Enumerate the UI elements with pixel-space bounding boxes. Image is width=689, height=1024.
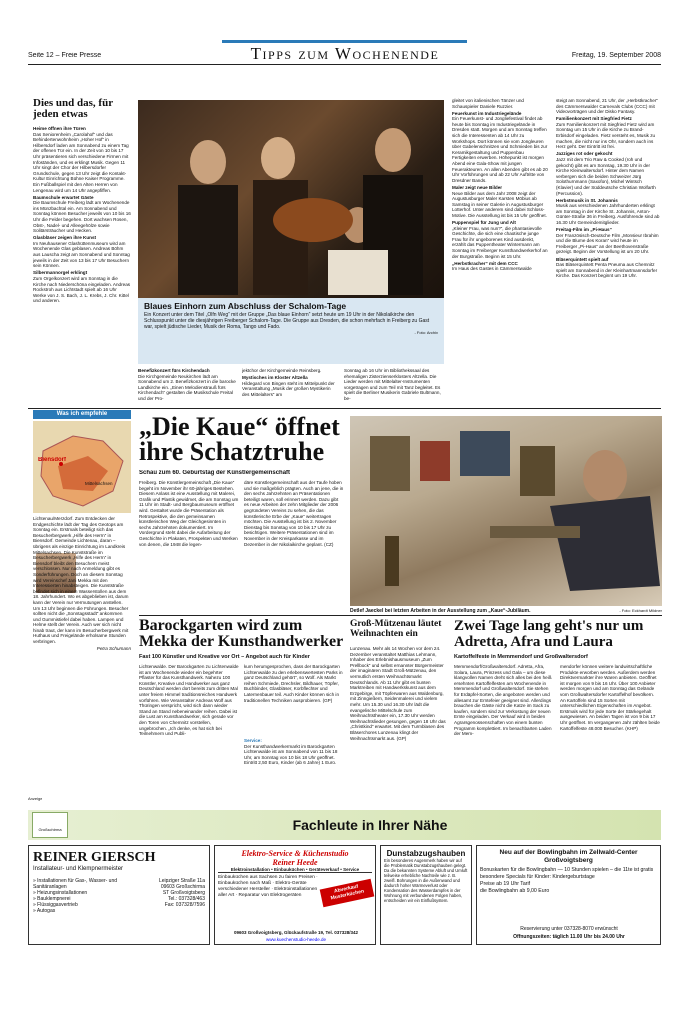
- kaue-col-b: däre Künstlergemeinschaft aus der Taufe hoben und sie maßgeblich prägten. Auch an jene, die in den sechs Jahrzehnten an Präsentationen beteiligt waren, soll erinnert werden. Dazu gibt es neue Arbeiten der zehn Mitglieder der 2006 gegründeten Vereins zu sehen, die das künstlerische Erbe der „Kaue“ weitertragen möchten. Die Ausstellung ist bis 2. November Dienstag bis Sonntag von 10 bis 17 Uhr zu besichtigen. Weitere Präsentationen sind im November in der Kreisparkasse und im Dezember in der Nikolaikirche geplant. (CZ): [244, 480, 344, 547]
- column-five: [556, 98, 660, 400]
- service-text: Der Kunsthandwerkermarkt im Barockgarten Lichtenwalde ist am Sonnabend von 11 bis 18 Uhr, am Sonntag von 10 bis 18 Uhr geöffnet. Eintritt 2,50 Euro, Kinder (ab 6 Jahre) 1 Euro.: [244, 743, 338, 766]
- header-rule: [28, 64, 661, 65]
- item-text: gleitet von italienischen Tänzer und Schauspieler Daniele Ruzzier.: [452, 98, 524, 109]
- giersch-service: » Autogas: [33, 908, 56, 914]
- tip-text: Lichtenau/Merzdorf. Zum Entdecken der Endgeschichte lädt der Tag des Geotops am Sonntag ein. Erstmals beteiligt sich das Besucherbergwerk „Hilfe des Herrn“ in Biensdorf. Gemeinde Lichtenau, daran – übrigens als einzige Einrichtung im Landkreis Mittelsachsen. Die Kunststraße im Besucherbergwerk „Hilfe des Herrn“ in Biensdorf bleibt den Besuchern meist verschlossen. Nur nach Anmeldung gibt es Sonderführungen. Doch an diesem Sonntag wird Vereinschef Jani Mekka mit den Interessierten hinabsteigen. Die Kunststraße befindet sich in einem Wasserstollen aus dem 18. Jahrhundert. Wo es abgeblieben ist, darum kann der Verein nur Vermutungen anstellen. Um 13 Uhr beginnen die Führungen. Besucher sollten nicht die „Sonntagsstadt“ ankommen und Gummistiefel dabei haben. Lampen und Helme stellt der Verein. Auch wer sich nicht hinab traut, der kann im Besucherbergwerk mit Huthaus und Freigelände erholsame Stunden verbringen.: [33, 516, 129, 645]
- service-label: Service:: [244, 738, 262, 743]
- ad-band-title: Fachleute in Ihrer Nähe: [292, 817, 448, 833]
- region-map: [33, 421, 131, 513]
- heede-body: Einbauküchen aus Sachsen zu fairen Preisen · Einbauküchen nach Maß · Elektro-Geräte verschiedener Hersteller · Elektroinstallationen aller Art · Reparatur von Elektrogeräten: [218, 875, 318, 898]
- heede-badge: Abverkauf Musterküchen: [320, 879, 375, 907]
- item-title: Silbermannorgel erklingt: [33, 270, 88, 276]
- item-text: Zum Familienkonzert mit Siegfried Fietz wird am Sonntag um 15 Uhr in die Kirche zu Brand-Erbisdorf eingeladen. Fietz versteht es, Musik zu machen, die nicht nur ins Ohr, sondern auch ins Herz geht. Der Eintritt ist frei.: [556, 121, 656, 150]
- barock-col-a: Lichtenwalde. Der Barockgarten zu Lichtenwalde ist am Wochenende wieder ein begehrter Pflaster für das Kunsthandwerk. Nahezu 100 Künstler, Kreative und Handwerker aus ganz Deutschland werden dort bereits zum dritten Mal unter freiem Himmel traditionsreiches Handwerk vorführen. Wie Veranstalter Andreas Wolf aus Thüringen verspricht, wird sich dann wieder Stand an Stand nebeneinander reihen. Dabei ist die Lust am Kunsthandwerker, sich gerade vor den Toren von Chemnitz vorstellen, ungebrochen. „Ich denke, es hat sich bei Teilnehmern und Publi-: [139, 664, 239, 737]
- item-title: Benefizkonzert fürs Kirchendach: [138, 368, 210, 373]
- kaue-headline: „Die Kaue“ öffnet ihre Schatztruhe: [139, 414, 340, 466]
- item-text: Das Seniorenheim „Carolahof“ und das Behindertenwohnheim „Hoher Hof“ in Hilbersdorf laden am Sonnabend zu einem Tag der offenen Tür ein. In der Zeit von 10 bis 17 Uhr präsentieren sich verschiedene Firmen mit Infoständen, und es erklingt Musik. Gegen 11 Uhr singt der Chor der Hilbersdorfer Grundschule, gegen 13 Uhr zeigt die Kontakt-Kultur Einrichtung Bühne Kaiser Programme. Ein Fußballspiel mit den Alten Herren von Lengenau wird um 14 Uhr angepfiffen.: [33, 131, 129, 193]
- dunst-text: Ein besonderes Augenmerk haben wir auf die Problematik Dunstabzugshauben gelegt. Da die bekannten Systeme Abluft und Umluft teilweise erhebliche Nachteile wie z. B. zweifl. Bohrungen in die Außenwand und dadurch hoher Wärmeverlust oder Kondensation des Wasserdampfes in der Wohnung mit verbundenen Folgen haben, entscheiden wir ein Einflußsystem.: [384, 858, 468, 903]
- ad-dunst: [380, 845, 472, 945]
- item-text: Im Neuhausener Glashüttenmuseum wird am Wochenende Glas geblasen. Andreas Böhm aus Lauscha zeigt am Sonnabend und Sonntag jeweils in der Zeit von 13 bis 17 Uhr Besuchern sein Können.: [33, 240, 130, 269]
- issue-date: Freitag, 19. September 2008: [571, 52, 661, 59]
- giersch-phone: Tel.: 037328/463: [168, 896, 205, 902]
- bowling-bullet: Bonuskarten für die Bowlingbahn — 10 Stunden spielen – die 11te ist gratis: [480, 867, 654, 873]
- bowling-title: Neu auf der Bowlingbahn im Zellwald-Center Großvoigtsberg: [499, 849, 638, 864]
- item-title: Baumschule erwartet Gäste: [33, 194, 94, 200]
- article-altzella-cont: [344, 368, 444, 406]
- giersch-name: REINER GIERSCH: [33, 850, 156, 865]
- photo-caption-box: [138, 298, 444, 364]
- exhibition-illustration: [350, 416, 662, 606]
- item-title: Glasbläser zeigen ihre Kunst: [33, 235, 97, 241]
- item-title: Heime öffnen ihre Türen: [33, 126, 86, 131]
- item-title: Mystisches im Kloster Altzella: [242, 375, 308, 381]
- item-text: Die Baumschule Freiberg lädt am Wochenende ins Münzbachtal ein. Am Sonnabend und Sonntag können Besucher jeweils von 10 bis 16 Uhr die Felder begehen. Dort wachsen Rosen, Obst-, Nadel- und Alleegehölze sowie Solitärsträucher und Hecken.: [33, 200, 131, 234]
- item-text: Neue Bilder aus dem Jahr 2008 zeigt der Augustusburger Maler Karsten Möbius ab Samstag in seiner Galerie in Augustusburger Lotterhof. Unter anderem sind dabei Schloss-Motive. Die Ausstellung ist bis 15 Uhr geöffnet.: [452, 190, 547, 218]
- muetzenau-text: Lunzenau. Mehr als 14 Wochen vor dem 24. Dezember veranstaltet Matthias Lehmann, Inhaber des Erlebnishausmuseum „Zum Prellbock“ und selbst ernannter Bürgermeister der imaginären Stadt Groß-Mützenau, den vermutlich ersten Weihnachtsmarkt Deutschlands. Ab 11 Uhr gibt es bunten Marktreiben mit Handwerkskunst aus dem Erzgebirge, mit Töpferwaren aus Waldenburg, mit Zinngießern, Seidenmalerei und vielem mehr. Um 15.30 und 16.30 Uhr lädt die evangelische Mittelschule zum Weihnachtstheater ein, 17.30 Uhr werden Weihnachtslieder gesungen, gegen 18 Uhr das „Christkind“ erwartet. Mit dem Turmblasen des Bläserchores Lunzenau klingt der Weihnachtsmarkt aus. (GP): [350, 646, 446, 741]
- article-benefizkonzert: [138, 368, 236, 406]
- ad-bowling: [476, 845, 661, 945]
- item-text: Das Bläserquintett Penta Pneuma aus Chemnitz spielt am Sonnabend in der Kleinhartmannsdorfer Kirche. Das Konzert beginnt um 19 Uhr.: [556, 262, 658, 279]
- item-title: Herbstmusik in St. Johannis: [556, 197, 618, 203]
- heede-name: Reiner Heede: [272, 858, 318, 867]
- item-title: Maler zeigt neue Bilder: [452, 184, 503, 190]
- item-text: Im Haus des Gastes in Cämmerswalde: [452, 266, 532, 272]
- exhibition-credit: - Foto: Eckhardt Mildner: [619, 608, 662, 613]
- heede-line: Elektroinstallation • Einbauküchen • Geräteverkauf • Service: [218, 867, 372, 873]
- map-town-label: Biensdorf: [38, 457, 67, 463]
- map-region-label: Mittelsachsen: [85, 481, 113, 486]
- column-four: [452, 98, 549, 400]
- giersch-service: » Installationen für Gas-, Wasser- und Sanitäranlagen: [33, 878, 118, 890]
- kaue-subhead: Schau zum 60. Geburtstag der Künstlergemeinschaft: [139, 470, 291, 476]
- column-dies-und-das: [33, 98, 131, 400]
- section-rule: [28, 408, 661, 409]
- item-title: Bläserquintett spielt auf: [556, 256, 609, 262]
- item-text: Jazz mit dem Trio Raw & Cooked (roh und gekocht) gibt es am Sonntag, 19.30 Uhr in der Kirche Kleinwaltersdorf. Hinter dem Namen verbergen sich die beiden Schweizer Jürg Solothurnmann (Saxofon), Michel Wintsch (Klavier) und der Süddeutsche Christian Wolfarth (Percussion).: [556, 156, 656, 196]
- tip-article: [33, 516, 131, 772]
- column-headline: Dies und das, für jeden etwas: [33, 98, 113, 120]
- item-text: Zum Orgelkonzert wird am Sonntag in die Kirche nach Niederschöna eingeladen. Andreas Rockstroh aus Lichtstadt spielt ab 16 Uhr Werke von J. S. Bach, J. L. Krebs, J. Chr. Kittel und anderen.: [33, 275, 131, 304]
- giersch-address: 09603 Großschirma: [160, 884, 205, 890]
- item-text: Sonntag ab 16 Uhr im Bibliothekssaal des ehemaligen Zisterzienserklosters Altzella. Die Lieder werden mit Mittelalter-Instrumenten vorgetragen und zum Teil mit Tanz begleitet. Es spielt die Berliner Musikerin Gabriele Bultmann, be-: [344, 368, 441, 401]
- item-title: Puppenspiel für Jung und Alt: [452, 219, 516, 225]
- header-accent-bar: [222, 40, 467, 43]
- exhibition-photo: [350, 416, 662, 606]
- bowling-bullet: die Bowlingbahn ab 9,00 Euro: [480, 888, 550, 894]
- afra-col-b: mendorfer können weitere landwirtschaftliche Produkte erworben werden. Außerdem werden Direktvermarkter ihre Waren anbieten. Geöffnet ist morgen von 9 bis 16 Uhr. Über 100 Anbieter werden morgen und am Sonntag das Gelände vom Großwaltersdorfer Kartoffelhof bevölkern. An Kartoffeln sind 15 Sorten mit unterschiedlichen Eigenschaften im Angebot. Erstmals wird für jede Sorte der Stärkegehalt ausgewiesen. An beiden Tagen ist von 9 bis 17 Uhr geöffnet. Im vergangenen Jahr zählten beide Kartoffelfeste 48.000 Besucher. (KHP): [560, 664, 660, 731]
- ad-label: Anzeige: [28, 796, 43, 801]
- exhibition-caption: Detlef Jaeckel bei letzten Arbeiten in der Ausstellung zum „Kaue“-Jubiläum.: [350, 608, 531, 614]
- article-mystisches: [242, 368, 338, 406]
- section-rule-2: [139, 615, 662, 616]
- giersch-service: » Bauklempnerei: [33, 896, 71, 902]
- giersch-fax: Fax: 037328/7596: [164, 902, 205, 908]
- item-title: „Herbstkracher“ mit dem CCC: [452, 260, 518, 266]
- item-text: „Kleiner Frau, was nun?“, die phantasievolle Geschichte, die sich eine chaotische junge Frau für ihr ungeborenes Kind ausdenkt, erzählt das Puppentheater Wintermann am Sonntag im Freiberger Kunsthandwerkerhof an der Burgstraße. Beginn ist 15 Uhr.: [452, 225, 548, 259]
- dunst-title: Dunstabzugshauben: [386, 849, 466, 858]
- bowling-bullet: besondere Specials für Kinder: Kindergeburtstage: [480, 874, 595, 880]
- page-title: Tipps zum Wochenende: [250, 44, 440, 63]
- page-number: Seite 12 – Freie Presse: [28, 52, 102, 59]
- caption-title: Blaues Einhorn zum Abschluss der Schalom-Tage: [144, 301, 347, 311]
- giersch-address: Leipziger Straße 11a: [158, 878, 205, 884]
- barock-subhead: Fast 100 Künstler und Kreative vor Ort – Angebot auch für Kinder: [139, 654, 310, 660]
- barock-service: [244, 738, 344, 778]
- bowling-bullet: Preise ab 19 Uhr Tarif: [480, 881, 531, 887]
- photo-credit: - Foto: Archiv: [414, 330, 438, 335]
- item-text: Musik aus verschiedenen Jahrhunderten erklingt am Sonntag in der Kirche St. Johannis, Anton-Günter-Straße 36 in Freiberg. Ausführende sind ab 16.30 Uhr Gemeindemitglieder.: [556, 203, 660, 225]
- item-title: Jazziges rot oder gekocht: [556, 151, 613, 157]
- heede-address: 09603 Großvoigtsberg, Glückaufstraße 19, Tel. 037328/342: [234, 930, 358, 935]
- giersch-address: ST Großvoigtsberg: [162, 890, 205, 896]
- item-text: jektchor der Kirchgemeinde Reinsberg.: [242, 368, 322, 373]
- afra-subhead: Kartoffelfeste in Memmendorf und Großwaltersdorf: [454, 654, 588, 660]
- bowling-reservation: Reservierung unter 037328-8070 erwünscht: [520, 926, 618, 932]
- item-text: Hildegard von Bingen steht im Mittelpunkt der Veranstaltung „Musik der großen Mystikerin des Mittelalters“ am: [242, 380, 335, 397]
- giersch-service: » Flüssiggasvertrieb: [33, 902, 78, 908]
- bowling-hours: Öffnungszeiten: täglich 11.00 Uhr bis 24.00 Uhr: [513, 934, 625, 940]
- kaue-col-a: Freiberg. Die Künstlergemeinschaft „Die Kaue“ begeht im November ihr 60-jähriges Bestehen. Diesem Anlass ist eine Ausstellung mit Malerei, Grafik und Plastik gewidmet, die am Sonntag um 11 Uhr im Stadt- und Bergbaumuseum eröffnet wird. Gestaltet wurde die Präsentation als Retrospektive, die den gemeinsamen künstlerischen Weg der Gleichgesinnten in sechs Jahrzehnten dokumentiert. Im Vordergrund steht dabei die Aufarbeitung der Geschichte in Plakaten, Prospekten und Werken von denen, die 1948 die legen-: [139, 480, 239, 547]
- giersch-service: » Heizungsinstallationen: [33, 890, 88, 896]
- band-logo: Großschirma: [32, 812, 68, 838]
- item-title: Feuerkunst im Industriegelände: [452, 110, 522, 116]
- ad-giersch: [28, 845, 210, 945]
- item-title: Familienkonzert mit Siegfried Fietz: [556, 116, 632, 122]
- concert-photo: [138, 100, 444, 298]
- heede-title: Elektro-Service & Küchenstudio: [241, 849, 349, 858]
- musicians-illustration: [138, 100, 444, 298]
- muetzenau-headline: Groß-Mützenau läutet Weihnachten ein: [350, 619, 442, 639]
- map-illustration: [33, 421, 131, 513]
- heede-website[interactable]: www.kuechenstudio-heede.de: [265, 937, 327, 942]
- tip-label: Was ich empfehle: [33, 410, 131, 419]
- item-text: Ein Feuerkunst- und Jongliefestival findet ab heute bis Sonntag im Industriegelände in Dresden statt. Morgen und am Sonntag treffen sich die Interessenten ab 14 Uhr zu Workshops. Dort können sie vom Jongleuren über Gabelenschnitzen und Schmieden bis zur Keramikgestaltung und Puppenbau Fertigkeiten erwerben. Höhepunkt ist morgen Abend eine Gala-Show mit jungen Feuerakteuren. An allen Abenden gibt es ab 20 Uhr Vorführungen und ab 22 Uhr Auftritte von Dresdner Bands.: [452, 116, 548, 183]
- afra-col-a: Memmendorf/Großwaltersdorf. Adretta, Afra, Solara, Laura, Prinzess und Gala – um diese klangvollen Namen dreht sich alles bei den heiß ersehnten Kartoffelfesten am Wochenende in Memmendorf und Großwaltersdorf. Sie stehen für Erdäpfel-Sorten, die angeboten werden und allesamt zur Erntefeier geeignet sind. Allerdings brauchen die Gäste nicht die Katze im Sack zu kaufen, sondern sind zur Verkostung der neuen Ernte eingeladen. Der Verkauf wird in beiden Agrarsgenossenschaften von einem bunten Programm komplettiert. Im benachbarten Laden der Mem-: [454, 664, 552, 737]
- item-title: Freitag-Film im „Pi-Haus“: [556, 227, 612, 233]
- barock-col-b: kum herumgesprochen, dass der Barockgarten Lichtenwalde zu den erlebenswertesten Parks in ganz Deutschland gehört“, so Wolf. Als Markt reihen Schmiede, Drechsler, Bildhauer, Töpfer, Buchbinder, Glasbläser, Korbflechter und Laternenbauer teil. Auch Kinder können sich in traditionellen Techniken ausprobieren. (GP): [244, 664, 343, 703]
- afra-headline: Zwei Tage lang geht's nur um Adretta, Afra und Laura: [454, 618, 644, 650]
- barock-headline: Barockgarten wird zum Mekka der Kunsthandwerker: [139, 618, 344, 650]
- item-text: Der Französisch-Deutsche Film „Monsieur Ibrahim und die Blume des Koran“ wird heute im Freiberger „Pi-Haus“ an der Beethovenstraße gezeigt. Beginn der Vorstellung ist um 20 Uhr.: [556, 232, 659, 255]
- ad-heede: [214, 845, 376, 945]
- item-text: Die Kirchgemeinde Neukirchen lädt am Sonnabend um 2. Benefizkonzert in die barocke Landkirche ein. „Einen Melodienstrauß fürs Kirchendach“ gestalten die Musikschule Freital und der Pro-: [138, 373, 236, 401]
- giersch-sub: Installateur- und Klempnermeister: [33, 866, 124, 872]
- caption-text: Ein Konzert unter dem Titel „Olfn Weg“ mit der Gruppe „Das blaue Einhorn“ setzt heute um 19 Uhr in der Nikolaikirche den Schlusspunkt unter die diesjährigen Freiberger Schalom-Tage. Die Gruppe aus Dresden, die schon mehrfach in Freiberg zu Gast war, spielt jüdische Lieder, Musik der Roma, Tango und Fado.: [144, 312, 430, 330]
- tip-author: Petra Schumann: [96, 646, 131, 652]
- item-text: steigt am Sonnabend, 21 Uhr, der „Herbstkracher“ des Cämmerswalder Carnevals Clubs (CCC) mit Videovorträgen und der Disko Fantasy.: [556, 98, 658, 115]
